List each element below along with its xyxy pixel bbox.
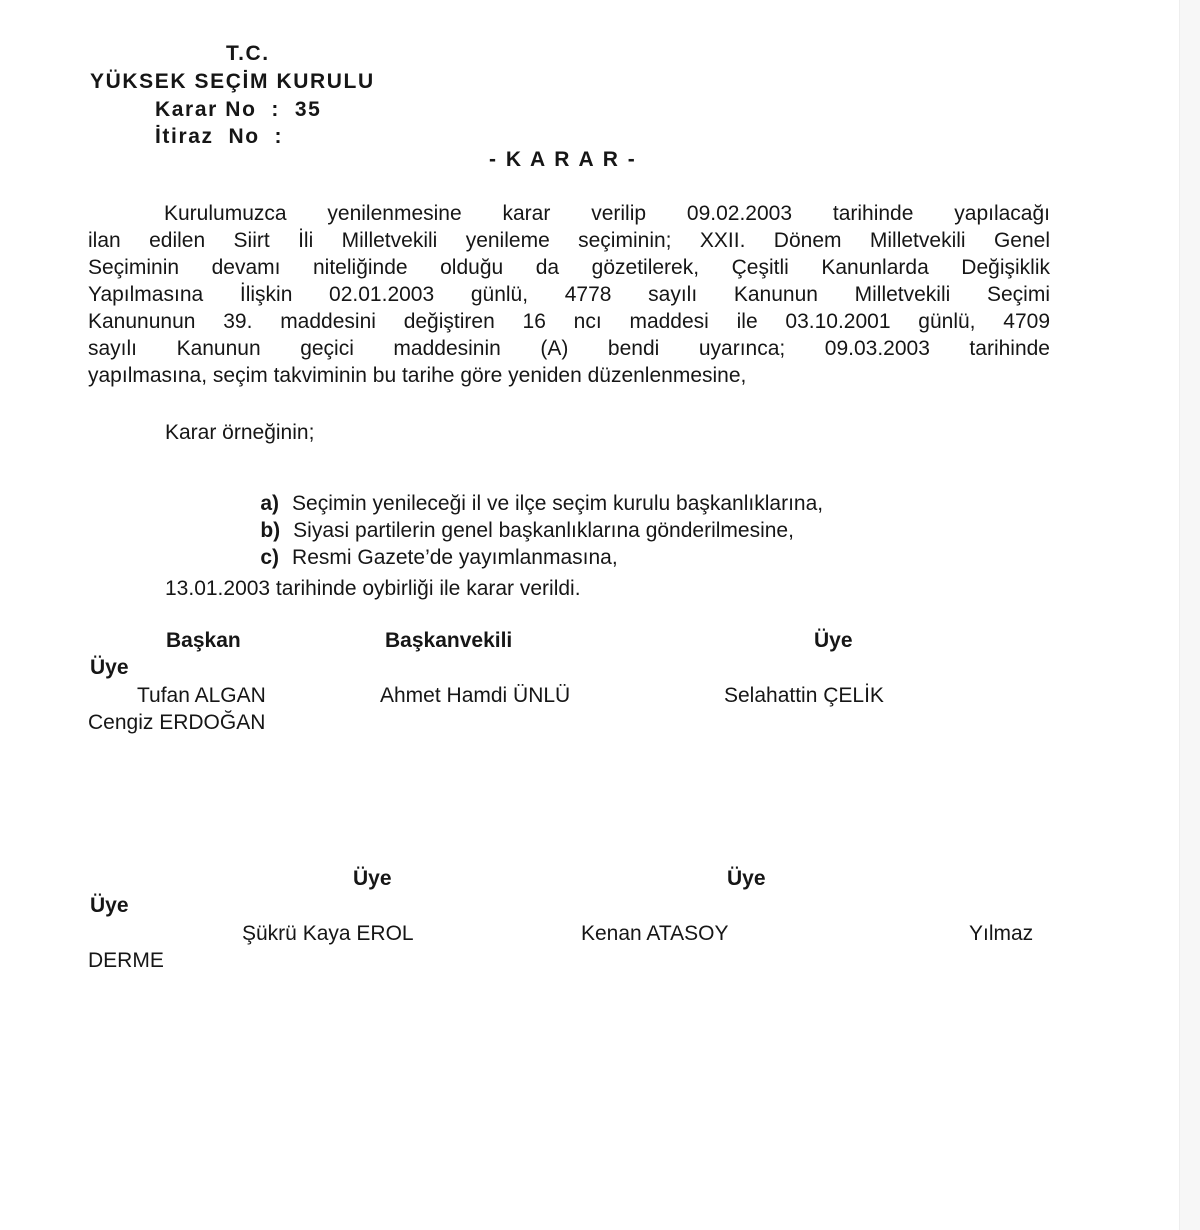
signature-title-uye: Üye (727, 867, 766, 890)
signature-name: Tufan ALGAN (137, 684, 266, 707)
list-item-label: a) (260, 492, 280, 515)
paragraph-line: ilan edilen Siirt İli Milletvekili yenileme seçiminin; XXII. Dönem Milletvekili Genel (88, 229, 1050, 252)
signature-name: Selahattin ÇELİK (724, 684, 884, 707)
signature-title-baskan: Başkan (166, 629, 241, 652)
signature-title-uye: Üye (814, 629, 853, 652)
body-paragraph (88, 200, 1050, 389)
paragraph-line: Seçiminin devamı niteliğinde olduğu da gözetilerek, Çeşitli Kanunlarda Değişiklik (88, 256, 1050, 279)
list-item-text: Siyasi partilerin genel başkanlıklarına gönderilmesine, (293, 519, 794, 542)
paragraph-line: sayılı Kanunun geçici maddesinin (A) bendi uyarınca; 09.03.2003 tarihinde (88, 337, 1050, 360)
paragraph-line: Yapılmasına İlişkin 02.01.2003 günlü, 4778 sayılı Kanunun Milletvekili Seçimi (88, 283, 1050, 306)
signature-title-uye: Üye (353, 867, 392, 890)
signature-name-wrapped: Cengiz ERDOĞAN (88, 711, 266, 734)
signature-name: Kenan ATASOY (581, 922, 729, 945)
header-decision-number: Karar No : 35 (155, 98, 322, 121)
header-republic: T.C. (226, 42, 270, 65)
scrollbar-track[interactable] (1179, 0, 1200, 1230)
paragraph-line: yapılmasına, seçim takviminin bu tarihe göre yeniden düzenlenmesine, (88, 364, 747, 387)
header-institution: YÜKSEK SEÇİM KURULU (90, 70, 375, 93)
paragraph-line: Kurulumuzca yenilenmesine karar verilip 09.02.2003 tarihinde yapılacağı (164, 202, 1050, 225)
signature-title-baskanvekili: Başkanvekili (385, 629, 513, 652)
signature-title-uye-wrapped: Üye (90, 894, 129, 917)
list-item-label: b) (260, 519, 281, 542)
signature-name-wrapped: DERME (88, 949, 164, 972)
document-title: - K A R A R - (489, 148, 637, 171)
signature-title-uye-wrapped: Üye (90, 656, 129, 679)
paragraph-line: Kanununun 39. maddesini değiştiren 16 ncı maddesi ile 03.10.2001 günlü, 4709 (88, 310, 1050, 333)
header-objection-number: İtiraz No : (155, 125, 284, 148)
signature-name: Şükrü Kaya EROL (242, 922, 414, 945)
list-item-label: c) (260, 546, 280, 569)
signature-name: Ahmet Hamdi ÜNLÜ (380, 684, 571, 707)
list-item-text: Resmi Gazete’de yayımlanmasına, (292, 546, 618, 569)
list-item-text: Seçimin yenileceği il ve ilçe seçim kurulu başkanlıklarına, (292, 492, 824, 515)
copy-distribution-intro: Karar örneğinin; (165, 421, 315, 444)
signature-name: Yılmaz (969, 922, 1034, 945)
decision-date-line: 13.01.2003 tarihinde oybirliği ile karar verildi. (165, 577, 581, 600)
